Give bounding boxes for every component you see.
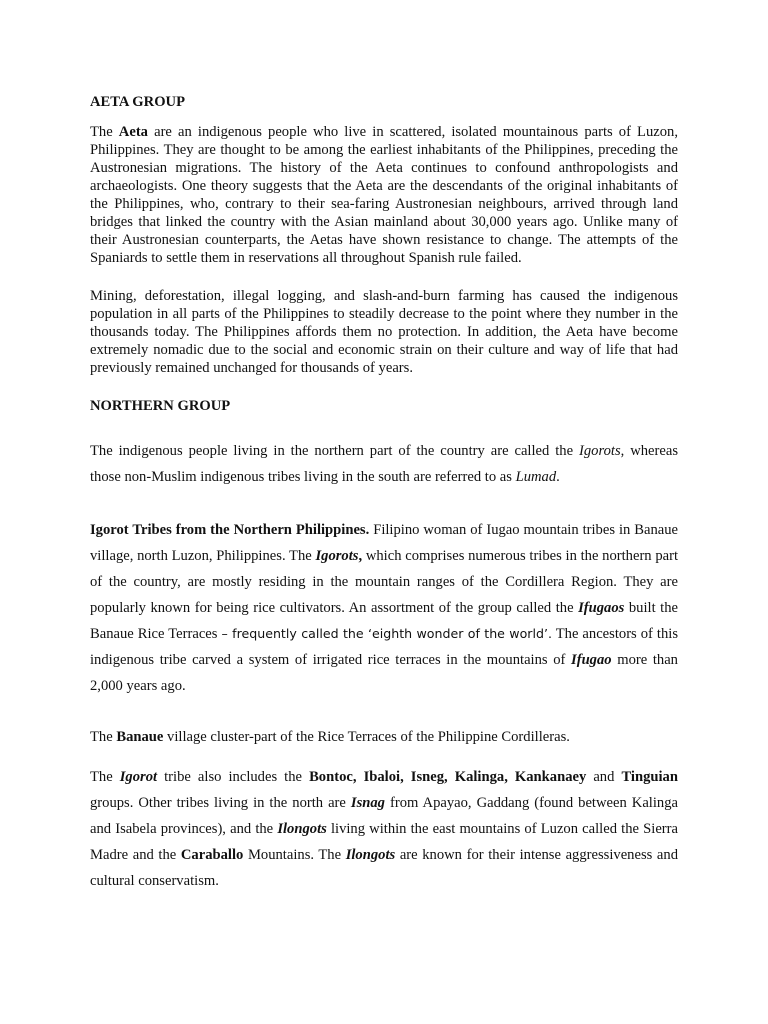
northern-paragraph-1: The indigenous people living in the northern part of the country are called the Igorots, whereas those non-Muslim indigenous tribes living in the south are referred to as Lumad.: [90, 443, 679, 485]
northern-paragraph-3: The Banaue village cluster-part of the Rice Terraces of the Philippine Cordilleras.: [90, 729, 570, 745]
banaue-term: Banaue: [116, 729, 164, 745]
northern-paragraph-4: The Igorot tribe also includes the Bontoc, Ibaloi, Isneg, Kalinga, Kankanaey and Tinguian groups. Other tribes living in the north are Isnag from Apayao, Gaddang (found between Kalinga and Isabela provinces), and the Ilongots living within the east mountains of Luzon called the Sierra Madre and the Caraballo Mountains. The Ilongots are known for their intense aggressiveness and cultural conservatism.: [90, 769, 679, 889]
igorots-term: Igorots: [315, 548, 359, 564]
ifugaos-term: Ifugaos: [578, 600, 625, 616]
ifugao-term: Ifugao: [571, 652, 612, 668]
aeta-paragraph-2: Mining, deforestation, illegal logging, and slash-and-burn farming has caused the indigenous population in all parts of the Philippines to steadily decrease to the point where they number in the thousands today. The Philippines affords them no protection. In addition, the Aeta have become extremely nomadic due to the social and economic strain on their culture and way of life that had previously remained unchanged for thousands of years.: [90, 288, 678, 376]
eighth-wonder-phrase: – frequently called the ‘eighth wonder of the world’.: [221, 626, 552, 641]
igorots-term: Igorots: [579, 443, 621, 459]
caraballo-term: Caraballo: [180, 847, 244, 863]
aeta-term: Aeta: [118, 124, 148, 140]
document-page: [90, 92, 678, 894]
isnag-term: Isnag: [350, 795, 385, 811]
igorot-tribes-lead: Igorot Tribes from the Northern Philippines.: [90, 522, 370, 538]
tribe-list: Bontoc, Ibaloi, Isneg, Kalinga, Kankanaey: [309, 769, 587, 785]
northern-paragraph-2: Igorot Tribes from the Northern Philippines. Filipino woman of Iugao mountain tribes in Banaue village, north Luzon, Philippines. The Igorots, which comprises numerous tribes in the northern part of the country, are mostly residing in the mountain ranges of the Cordillera Region. They are popularly known for being rice cultivators. An assortment of the group called the Ifugaos built the Banaue Rice Terraces – frequently called the ‘eighth wonder of the world’. The ancestors of this indigenous tribe carved a system of irrigated rice terraces in the mountains of Ifugao more than 2,000 years ago.: [90, 522, 679, 694]
northern-group-heading: NORTHERN GROUP: [90, 398, 231, 414]
ilongots-term: Ilongots: [345, 847, 396, 863]
aeta-group-heading: AETA GROUP: [90, 94, 186, 110]
tinguian-term: Tinguian: [621, 769, 678, 785]
igorot-term: Igorot: [119, 769, 158, 785]
lumad-term: Lumad: [515, 469, 557, 485]
aeta-paragraph-1: The Aeta are an indigenous people who live in scattered, isolated mountainous parts of Luzon, Philippines. They are thought to be among the earliest inhabitants of the Philippines, preceding the Austronesian migrations. The history of the Aeta continues to confound anthropologists and archaeologists. One theory suggests that the Aeta are the descendants of the original inhabitants of the Philippines, who, contrary to their sea-faring Austronesian neighbours, arrived through land bridges that linked the country with the Asian mainland about 30,000 years ago. Unlike many of their Austronesian counterparts, the Aetas have shown resistance to change. The attempts of the Spaniards to settle them in reservations all throughout Spanish rule failed.: [90, 124, 678, 266]
ilongots-term: Ilongots: [277, 821, 327, 837]
